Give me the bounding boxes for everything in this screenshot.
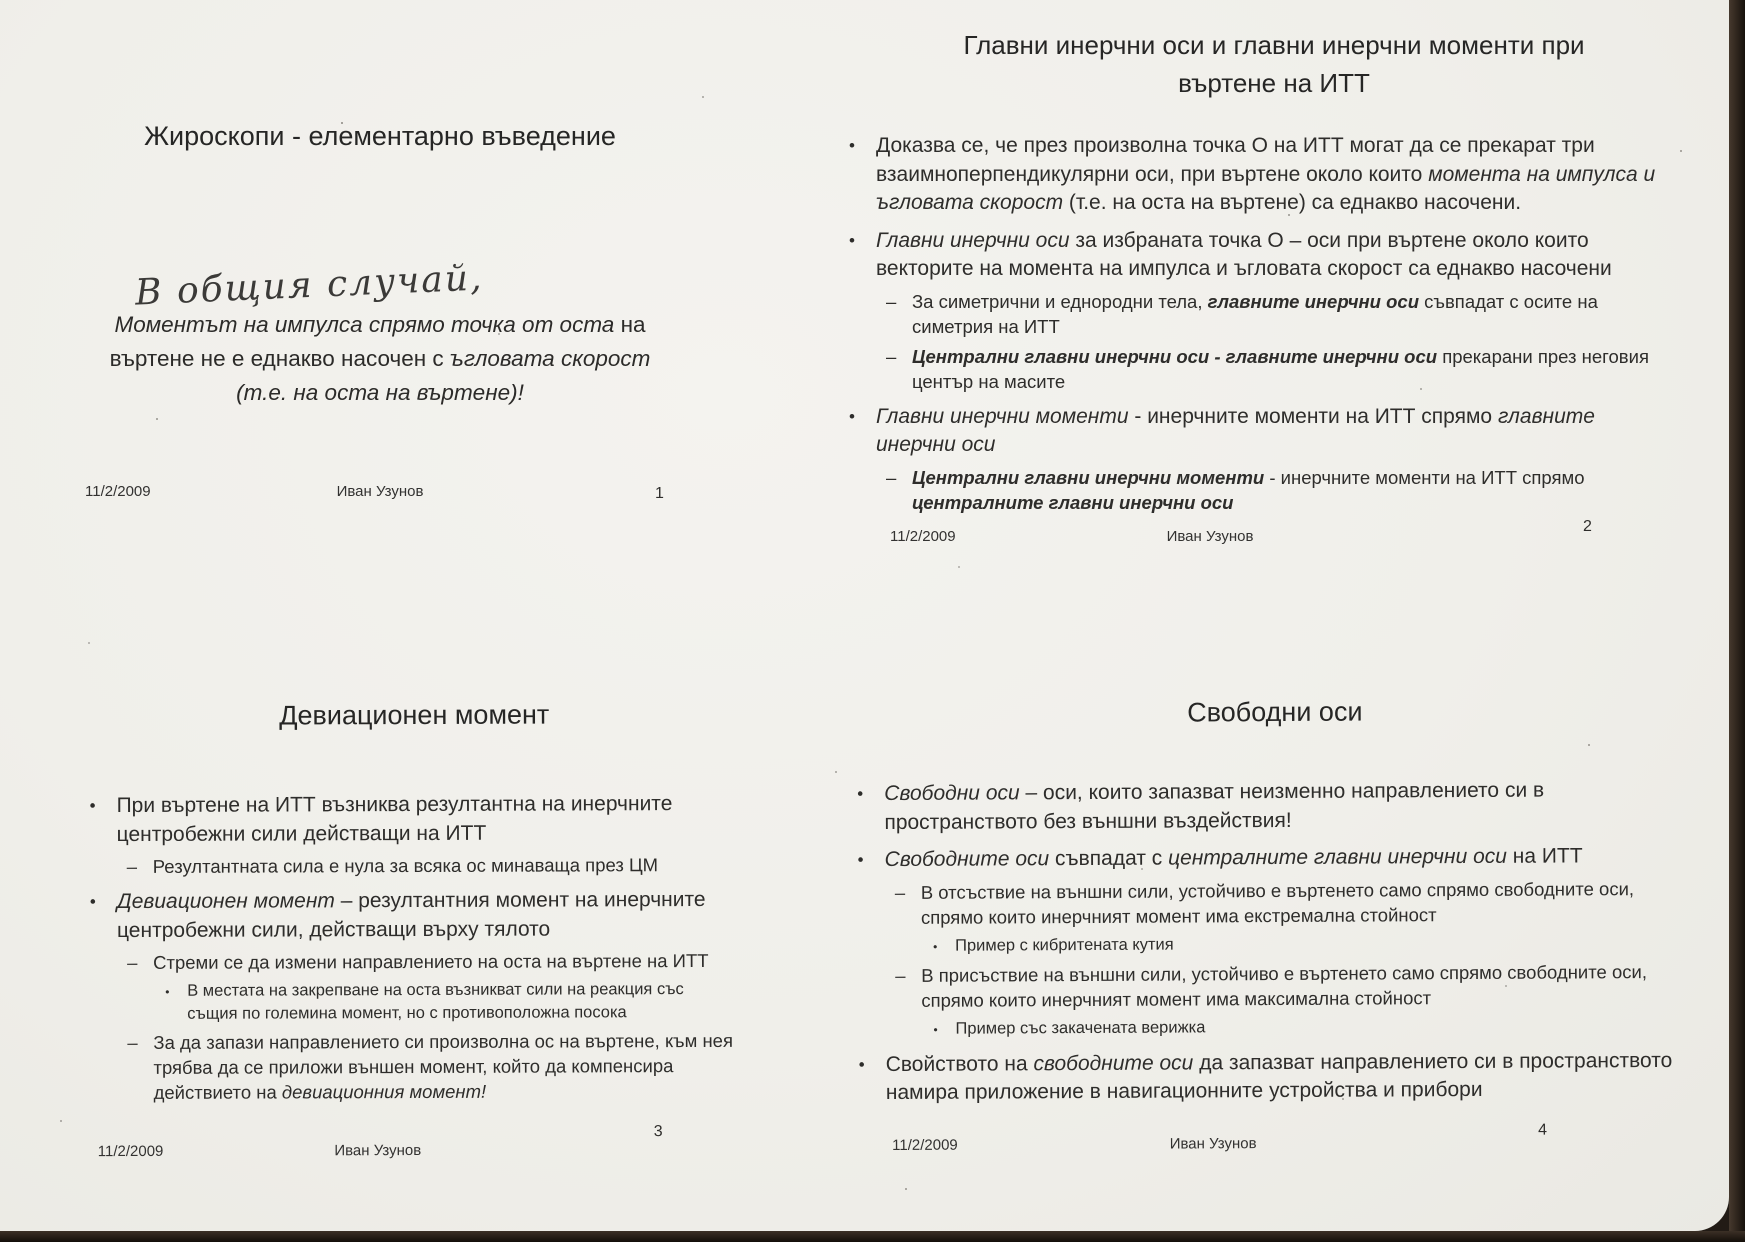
text-run: съвпадат с осите на симетрия на ИТТ — [912, 290, 1598, 337]
bullet-item — [852, 1046, 1684, 1107]
footer-page-number: 3 — [653, 1123, 663, 1141]
text-run: Свободни оси — [884, 781, 1020, 806]
slide-title-line: Свободни оси — [1187, 696, 1363, 728]
bullet-text — [187, 978, 733, 1025]
bullet-text — [921, 875, 1683, 929]
text-run: В присъствие на външни сили, устойчиво е въртенето само спрямо свободните оси, спрямо които инерчният момент има максимална стойност — [921, 961, 1648, 1011]
text-run: Доказва се, че през произволна точка О на ИТТ могат да се прекарат три взаимноперпендикулярни оси, при въртене около които — [876, 134, 1595, 186]
text-run: Главни инерчни моменти — [876, 404, 1129, 428]
bullet-item — [842, 403, 1680, 460]
bullet-marker-icon: – — [126, 855, 138, 878]
bullet-marker-icon: – — [886, 345, 897, 367]
bullet-marker-icon: • — [849, 406, 855, 426]
footer-date: 11/2/2009 — [890, 528, 956, 545]
bullet-text — [912, 344, 1680, 394]
bullet-item — [163, 978, 733, 1025]
bullet-item — [82, 790, 732, 849]
slide-title-line: Девиационен момент — [279, 699, 550, 731]
footer-date: 11/2/2009 — [892, 1136, 958, 1155]
text-run: въртене не е еднакво насочен с — [109, 346, 450, 371]
bullet-list — [842, 123, 1680, 515]
text-run: Главни инерчни оси — [876, 228, 1070, 252]
bullet-marker-icon: • — [857, 784, 864, 804]
text-run: За да запази направлението си произволна ос на въртене, към нея трябва да се приложи външен момент, който да компенсира действието на — [153, 1029, 734, 1103]
slide-title — [838, 26, 1710, 102]
bullet-text — [955, 1014, 1683, 1040]
text-run: централните главни инерчни оси — [1168, 844, 1507, 870]
text-run: Девиационен момент — [116, 889, 335, 914]
slide-3-deviation-moment — [74, 699, 756, 1171]
bullet-item — [893, 959, 1683, 1013]
bullet-text — [116, 790, 732, 849]
slide-footer — [846, 1121, 1708, 1155]
bullet-marker-icon: • — [858, 1054, 865, 1074]
text-run: Пример с кибритената кутия — [955, 935, 1174, 955]
text-run: - инерчните моменти на ИТТ спрямо — [1128, 404, 1498, 428]
bullet-item — [884, 289, 1680, 339]
bullet-item — [83, 886, 733, 945]
text-run: за избраната точка О – оси при въртене около които векторите на момента на импулса и ъгловата скорост са еднакво насочени — [876, 228, 1612, 280]
text-run: Моментът на импулса спрямо точка от оста — [114, 312, 615, 337]
text-run: Централни главни инерчни оси - главните инерчни оси — [912, 345, 1438, 367]
text-run: В местата на закрепване на оста възникват сили на реакция със същия по големина момент, но с противоположна посока — [187, 980, 684, 1023]
text-run: (т.е. на оста на въртене)! — [236, 380, 524, 405]
bullet-marker-icon: • — [89, 892, 96, 912]
bullet-text — [955, 930, 1683, 956]
bullet-marker-icon: • — [849, 230, 855, 250]
scan-noise-speckles — [0, 0, 2, 2]
scan-edge-right — [1729, 0, 1745, 1242]
slide-title-line: въртене на ИТТ — [1178, 68, 1370, 98]
text-run: прекарани през неговия център на масите — [912, 345, 1649, 392]
bullet-item — [850, 776, 1682, 837]
footer-page-number: 1 — [655, 485, 664, 502]
bullet-text — [117, 886, 733, 945]
footer-page-number: 4 — [1537, 1121, 1547, 1139]
footer-author: Иван Узунов — [1166, 528, 1254, 545]
text-run: Свойството на — [885, 1051, 1034, 1076]
handwritten-note: В общия случай, — [134, 257, 485, 314]
slide-footer — [76, 1123, 756, 1161]
bullet-list — [850, 767, 1684, 1108]
bullet-marker-icon: – — [895, 964, 906, 986]
bullet-marker-icon: • — [857, 850, 864, 870]
text-run: Свободните оси — [884, 847, 1050, 872]
slide-2-principal-inertia-axes — [838, 26, 1710, 586]
bullet-item — [884, 465, 1680, 515]
slide-title-line: Жироскопи - елементарно въведение — [144, 121, 616, 151]
text-run: При въртене на ИТТ възниква резултантна на инерчните центробежни сили действащи на ИТТ — [116, 792, 673, 846]
footer-page-number: 2 — [1583, 518, 1592, 535]
slide-title — [74, 699, 754, 732]
text-run: ъгловата скорост — [449, 346, 651, 371]
bullet-marker-icon: – — [127, 1031, 138, 1054]
text-run: на — [614, 312, 646, 337]
slide-4-free-axes — [844, 695, 1708, 1170]
bullet-marker-icon: • — [89, 796, 96, 816]
footer-date: 11/2/2009 — [97, 1142, 164, 1161]
bullet-marker-icon: – — [886, 290, 897, 312]
text-run: Централни главни инерчни моменти — [912, 466, 1265, 488]
bullet-text — [886, 1046, 1684, 1107]
bullet-item — [851, 842, 1683, 875]
bullet-text — [876, 403, 1680, 460]
slide-1-gyroscopes-intro — [65, 115, 695, 515]
bullet-item — [125, 852, 733, 879]
slide-body-text — [65, 308, 695, 410]
bullet-item — [893, 875, 1683, 929]
text-run: на ИТТ — [1506, 844, 1583, 868]
bullet-marker-icon: – — [894, 881, 906, 903]
text-run: централните главни инерчни оси — [912, 491, 1234, 513]
bullet-text — [921, 959, 1683, 1013]
text-run: – оси, които запазват неизменно направлението си в пространството без външни въздействия! — [884, 778, 1545, 834]
bullet-item — [931, 930, 1683, 957]
bullet-marker-icon: • — [849, 136, 855, 155]
bullet-text — [912, 465, 1680, 515]
bullet-text — [912, 289, 1680, 339]
bullet-text — [153, 1028, 733, 1105]
text-run: - инерчните моменти на ИТТ спрямо — [1264, 466, 1585, 488]
text-run: съвпадат с — [1049, 846, 1169, 871]
text-run: Резултантната сила е нула за всяка ос минаваща през ЦМ — [152, 854, 659, 877]
bullet-text — [153, 948, 733, 975]
text-run: свободните оси — [1033, 1050, 1194, 1075]
text-run: девиационния момент! — [281, 1080, 487, 1103]
bullet-text — [885, 842, 1683, 875]
slide-title-line: Главни инерчни оси и главни инерчни моменти при — [963, 30, 1585, 60]
bullet-item — [842, 227, 1680, 284]
footer-author: Иван Узунов — [1169, 1135, 1257, 1153]
text-run: – резултантния момент на инерчните центробежни сили, действащи върху тялото — [116, 887, 706, 942]
bullet-item — [931, 1014, 1683, 1041]
bullet-item — [842, 132, 1680, 218]
bullet-text — [876, 132, 1680, 218]
footer-date: 11/2/2009 — [85, 483, 151, 500]
slide-title — [65, 121, 695, 152]
bullet-marker-icon: • — [933, 1022, 938, 1037]
bullet-item — [884, 344, 1680, 394]
text-run: главните инерчни оси — [1207, 290, 1420, 312]
bullet-marker-icon: • — [165, 984, 170, 999]
text-run: (т.е. на оста на въртене) са еднакво насочени. — [1063, 191, 1522, 214]
footer-author: Иван Узунов — [336, 483, 424, 500]
text-run: да запазват направлението си в пространството намира приложение в навигационните устройства и прибори — [885, 1048, 1673, 1105]
bullet-marker-icon: – — [127, 951, 138, 974]
text-run: В отсъствие на външни сили, устойчиво е въртенето само спрямо свободните оси, спрямо които инерчният момент има екстремална стойност — [920, 877, 1635, 928]
bullet-marker-icon: • — [933, 939, 938, 954]
bullet-marker-icon: – — [886, 466, 897, 488]
bullet-item — [125, 948, 733, 975]
bullet-item — [125, 1028, 733, 1105]
slide-title — [844, 695, 1706, 731]
text-run: Пример със закачената верижка — [955, 1018, 1206, 1038]
text-run: Стреми се да измени направлението на оста на въртене на ИТТ — [153, 949, 709, 973]
scan-edge-bottom — [0, 1231, 1745, 1242]
text-run: главните инерчни оси — [876, 404, 1595, 456]
footer-author: Иван Узунов — [334, 1141, 422, 1160]
bullet-list — [82, 781, 733, 1105]
text-run: момента на импулса и ъгловата скорост — [876, 162, 1656, 214]
text-run: За симетрични и еднородни тела, — [912, 290, 1208, 312]
bullet-text — [884, 776, 1682, 837]
bullet-text — [153, 852, 733, 879]
bullet-text — [876, 227, 1680, 284]
